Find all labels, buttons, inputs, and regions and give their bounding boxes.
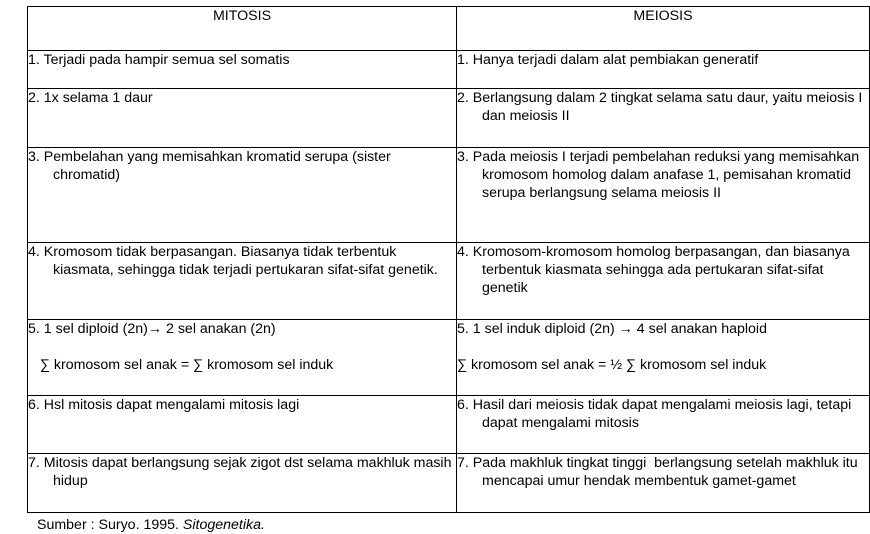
header-meiosis: MEIOSIS	[457, 7, 870, 51]
meiosis-cell	[457, 148, 870, 243]
mitosis-point: 1. Terjadi pada hampir semua sel somatis	[28, 52, 290, 68]
mitosis-cell	[28, 51, 457, 89]
meiosis-chromosome-sum: ∑ kromosom sel anak = ½ ∑ kromosom sel induk	[457, 357, 767, 373]
mitosis-cell	[28, 320, 457, 396]
meiosis-point: 1. Hanya terjadi dalam alat pembiakan generatif	[457, 52, 759, 68]
table-row	[28, 89, 870, 148]
header-row	[28, 7, 870, 51]
meiosis-point: 5. 1 sel induk diploid (2n) → 4 sel anakan haploid	[457, 321, 767, 337]
source-citation	[37, 516, 265, 534]
comparison-table	[27, 6, 870, 513]
mitosis-cell	[28, 243, 457, 320]
mitosis-cell	[28, 89, 457, 148]
meiosis-point: 3. Pada meiosis I terjadi pembelahan reduksi yang memisahkan kromosom homolog dalam anafase 1, pemisahan kromatid serupa berlangsung selama meiosis II	[457, 149, 864, 201]
source-prefix: Sumber : Suryo. 1995.	[37, 517, 183, 533]
meiosis-point: 4. Kromosom-kromosom homolog berpasangan, dan biasanya terbentuk kiasmata sehingga ada pertukaran sifat-sifat genetik	[457, 244, 854, 296]
mitosis-point: 4. Kromosom tidak berpasangan. Biasanya tidak terbentuk kiasmata, sehingga tidak terjadi pertukaran sifat-sifat genetik.	[28, 244, 438, 278]
source-title: Sitogenetika.	[182, 517, 265, 533]
table-row	[28, 148, 870, 243]
table-row	[28, 51, 870, 89]
mitosis-cell	[28, 454, 457, 513]
meiosis-cell	[457, 320, 870, 396]
table-row	[28, 454, 870, 513]
mitosis-chromosome-sum: ∑ kromosom sel anak = ∑ kromosom sel induk	[28, 357, 334, 373]
meiosis-point: 6. Hasil dari meiosis tidak dapat mengalami meiosis lagi, tetapi dapat mengalami mitosis	[457, 397, 856, 431]
meiosis-cell	[457, 396, 870, 454]
meiosis-point: 2. Berlangsung dalam 2 tingkat selama satu daur, yaitu meiosis I dan meiosis II	[457, 90, 867, 124]
mitosis-cell	[28, 396, 457, 454]
meiosis-cell	[457, 454, 870, 513]
mitosis-cell	[28, 148, 457, 243]
mitosis-point: 7. Mitosis dapat berlangsung sejak zigot dst selama makhluk masih hidup	[28, 455, 456, 489]
table-row	[28, 396, 870, 454]
mitosis-point: 3. Pembelahan yang memisahkan kromatid serupa (sister chromatid)	[28, 149, 395, 183]
table-row	[28, 320, 870, 396]
mitosis-point: 5. 1 sel diploid (2n)→ 2 sel anakan (2n)	[28, 321, 276, 337]
meiosis-cell	[457, 51, 870, 89]
table-row	[28, 243, 870, 320]
header-mitosis: MITOSIS	[28, 7, 457, 51]
meiosis-cell	[457, 89, 870, 148]
mitosis-point: 2. 1x selama 1 daur	[28, 90, 153, 106]
meiosis-cell	[457, 243, 870, 320]
mitosis-point: 6. Hsl mitosis dapat mengalami mitosis lagi	[28, 397, 300, 413]
meiosis-point: 7. Pada makhluk tingkat tinggi berlangsung setelah makhluk itu mencapai umur hendak membentuk gamet-gamet	[457, 455, 862, 489]
